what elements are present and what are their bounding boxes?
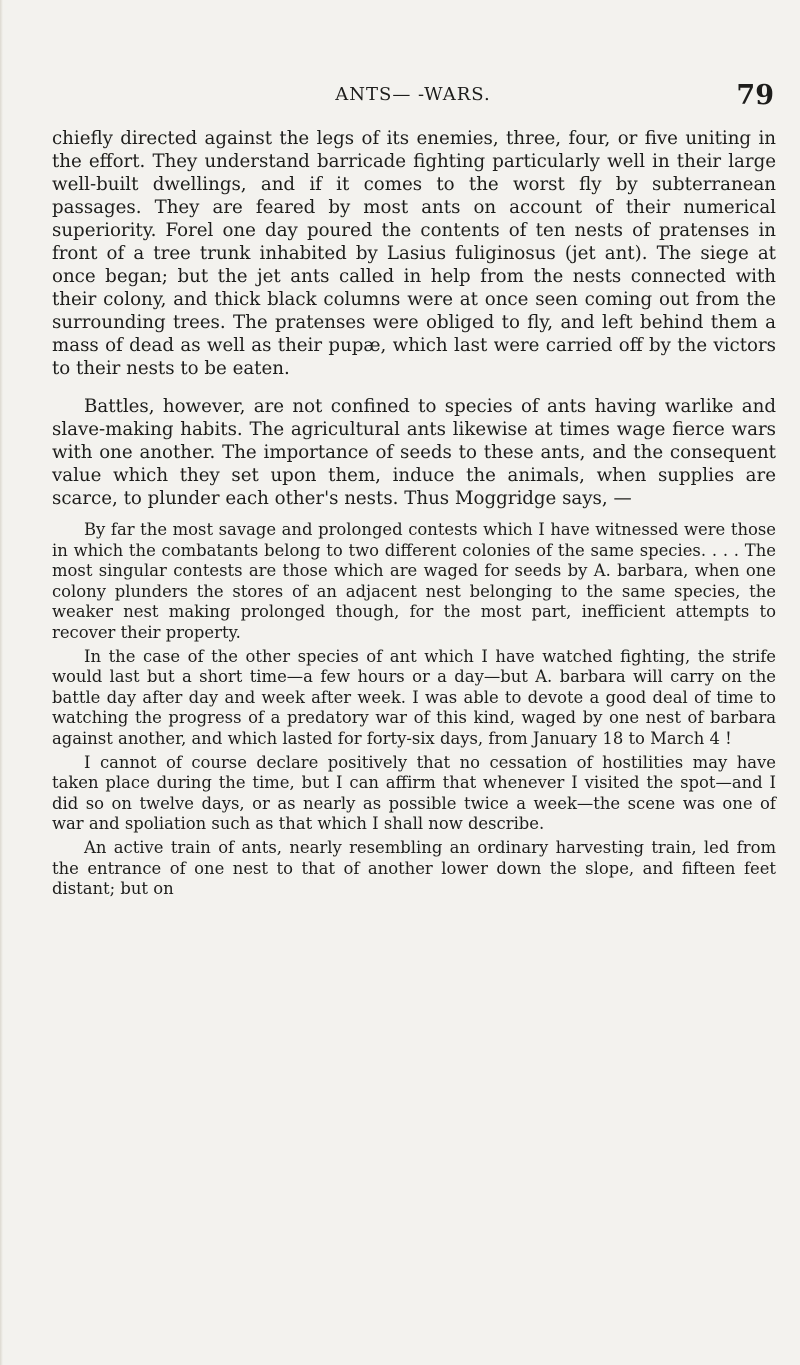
quote-paragraph: I cannot of course declare positively that no cessation of hostilities may have taken place during the time, but I can affirm that whenever I visited the spot—and I did so on twelve days, or as nearly as possible twice a week—the scene was one of war and spoliation such as that which I shall now describe. bbox=[52, 752, 776, 834]
block-quote bbox=[52, 520, 776, 900]
page-binding-edge bbox=[0, 0, 3, 1365]
quote-paragraph: In the case of the other species of ant which I have watched fighting, the strife would last but a short time—a few hours or a day—but A. barbara will carry on the battle day after day and week after week. I was able to devote a good deal of time to watching the progress of a predatory war of this kind, waged by one nest of barbara against another, and which lasted for forty-six days, from January 18 to March 4 ! bbox=[52, 646, 776, 748]
page-body bbox=[52, 127, 776, 900]
running-title: ANTS— -WARS. bbox=[335, 84, 491, 105]
paragraph: chiefly directed against the legs of its enemies, three, four, or five uniting in the effort. They understand barricade fighting particularly well in their large well-built dwellings, and if it comes to the worst fly by subterranean passages. They are feared by most ants on account of their numerical superiority. Forel one day poured the contents of ten nests of pratenses in front of a tree trunk inhabited by Lasius fuliginosus (jet ant). The siege at once began; but the jet ants called in help from the nests connected with their colony, and thick black columns were at once seen coming out from the surrounding trees. The pratenses were obliged to fly, and left behind them a mass of dead as well as their pupæ, which last were carried off by the victors to their nests to be eaten. bbox=[52, 128, 776, 379]
quote-paragraph: By far the most savage and prolonged contests which I have witnessed were those in which the combatants belong to two different colonies of the same species. . . . The most singular contests are those which are waged for seeds by A. barbara, when one colony plunders the stores of an adjacent nest belonging to the same species, the weaker nest making prolonged though, for the most part, inefficient attempts to recover their property. bbox=[52, 520, 776, 642]
paragraph: Battles, however, are not confined to species of ants having warlike and slave-making habits. The agricultural ants likewise at times wage fierce wars with one another. The importance of seeds to these ants, and the consequent value which they set upon them, induce the animals, when supplies are scarce, to plunder each other's nests. Thus Moggridge says, — bbox=[52, 396, 776, 509]
page-header bbox=[52, 80, 774, 118]
main-text bbox=[52, 127, 776, 510]
page-number: 79 bbox=[736, 80, 774, 111]
quote-paragraph: An active train of ants, nearly resembling an ordinary harvesting train, led from the entrance of one nest to that of another lower down the slope, and fifteen feet distant; but on bbox=[52, 837, 776, 899]
